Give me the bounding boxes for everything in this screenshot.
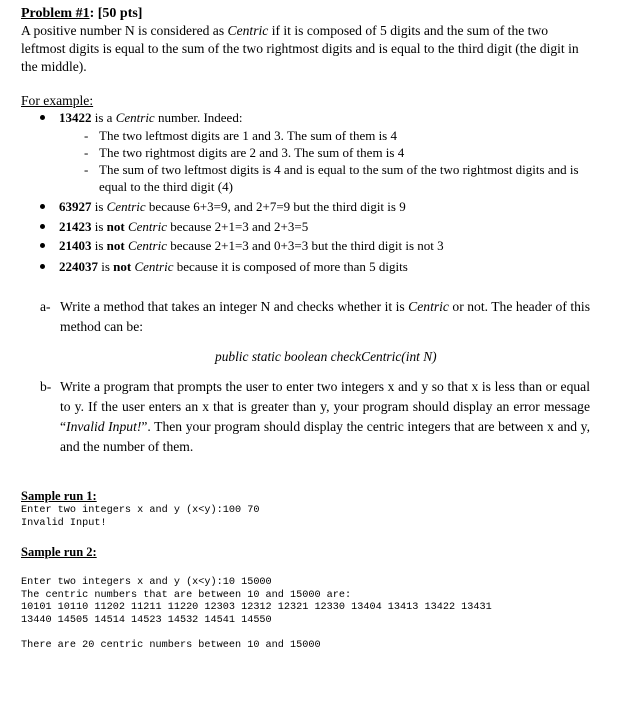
method-signature: public static boolean checkCentric(int N) [215, 349, 437, 364]
task-b-label: b- [40, 379, 52, 394]
sample-run-2-output: Enter two integers x and y (x<y):10 15000 The centric numbers that are between 10 and 15000 are: 10101 10110 11202 11211 11220 12303 12312 12321 12330 13404 13413 13422 13431 13440 14505 14514 14523 14532 14541 14550 There are 20 centric numbers between 10 and 15000 [21, 577, 492, 651]
bullet-icon [40, 264, 45, 269]
task-b: b- Write a program that prompts the user to enter two integers x and y so that x is less than or equal to y. If the user enters an x that is greater than y, your program should display an error message “Invalid Input!”. Then your program should display the centric integers that are between x and y, and the number of them. [40, 379, 590, 454]
bullet-icon [40, 115, 45, 120]
problem-points: : [50 pts] [89, 6, 143, 21]
bullet-icon [40, 204, 45, 209]
bullet-icon [40, 224, 45, 229]
task-a-label: a- [40, 299, 51, 314]
list-item: - The sum of two leftmost digits is 4 and is equal to the sum of the two rightmost digits and is equal to the third digit (4) [84, 162, 579, 194]
problem-title [21, 6, 142, 22]
sample-run-2-title: Sample run 2: [21, 545, 97, 559]
sample-run-1-title: Sample run 1: [21, 489, 97, 503]
example-heading: For example: [21, 93, 94, 108]
problem-label: Problem #1 [21, 6, 90, 21]
sample-run-1-output: Enter two integers x and y (x<y):100 70 Invalid Input! [21, 505, 260, 529]
list-item: - The two rightmost digits are 2 and 3. The sum of them is 4 [84, 145, 405, 160]
problem-intro: A positive number N is considered as Centric if it is composed of 5 digits and the sum of the two leftmost digits is equal to the sum of the two rightmost digits and is equal to the third digit (the digit in the middle). [21, 23, 579, 74]
bullet-icon [40, 243, 45, 248]
task-a: a- Write a method that takes an integer N and checks whether it is Centric or not. The header of this method can be: [40, 299, 590, 334]
problem-document: Problem #1: [50 pts] A positive number N is considered as Centric if it is composed of 5 digits and the sum of the two leftmost digits is equal to the sum of the two rightmost digits and is equal to the third digit (the digit in the middle). For example: 13422 is a Centric number. Indeed: 63927 is Centric because 6+3=9, and 2+7=9 but the third digit is 9 21423 is not Centric because 2+1=3 and 2+3=5 21403 is not Centric because 2+1=3 and 0+3=3 but the third digit is not 3 224037 is not Centric because it is composed of more than 5 digits - The two leftmost digits are 1 and 3. The sum of them is 4 - The two rightmost digits are 2 and 3. The sum of them is 4 - The sum of two leftmost digits is 4 and is equal to the sum of the two rightmost digits and is equal to the third digit (4) a- Write a method that takes an integer N and checks whether it is Centric or not. The header of this method can be: public static boolean checkCentric(int N) b- Write a program that prompts the user to enter two integers x and y so that x is less than or equal to y. If the user enters an x that is greater than y, your program should display an error message “Invalid Input!”. Then your program should display the centric integers that are between x and y, and the number of them. Sample run 1: Enter two integers x and y (x<y):100 70 Invalid Input! Sample run 2: Enter two integers x and y (x<y):10 15000 The centric numbers that are between 10 and 15000 are: 10101 10110 11202 11211 11220 12303 12312 12321 12330 13404 13413 13422 13431 13440 14505 14514 14523 14532 14541 14550 There are 20 centric numbers between 10 and 15000 [0, 0, 621, 722]
list-item: - The two leftmost digits are 1 and 3. The sum of them is 4 [84, 128, 397, 143]
example-sublist [84, 127, 604, 195]
